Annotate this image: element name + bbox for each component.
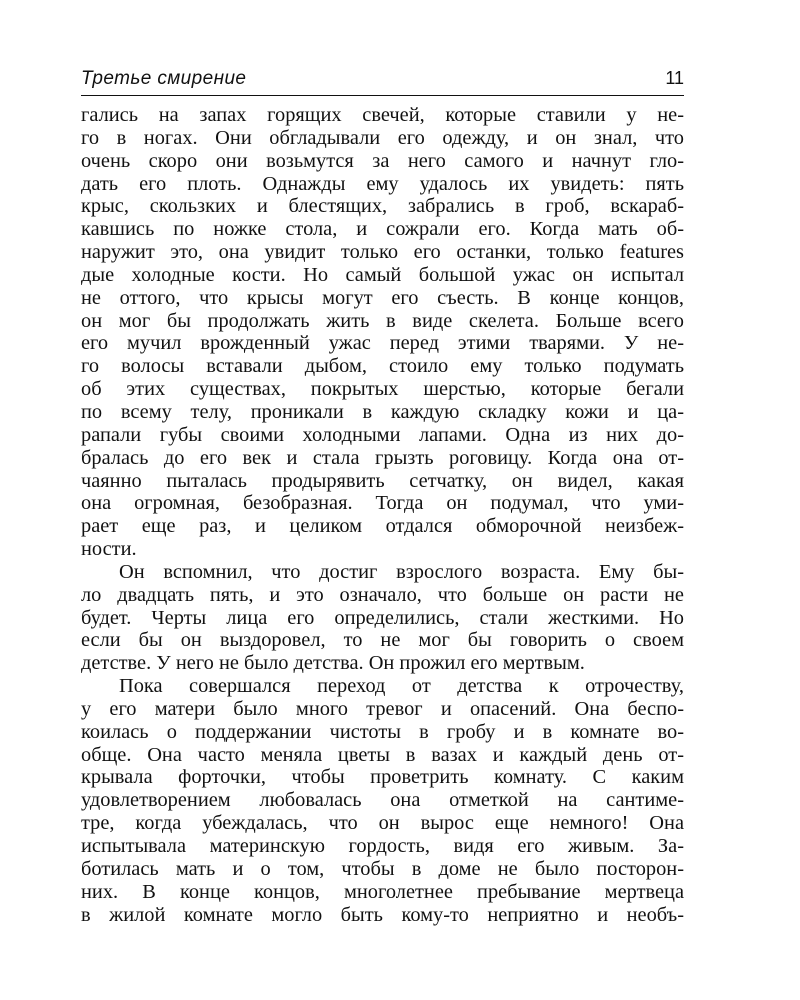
running-header <box>81 68 684 96</box>
text-line: го волосы вставали дыбом, стоило ему только подумать <box>81 355 684 378</box>
text-line: го в ногах. Они обгладывали его одежду, и он знал, что <box>81 126 684 149</box>
text-line: наружит это, она увидит только его останки, только features <box>81 241 684 264</box>
text-line: его мучил врожденный ужас перед этими тварями. У не- <box>81 332 684 355</box>
text-line: ло двадцать пять, и это означало, что больше он расти не <box>81 583 684 606</box>
text-line: будет. Черты лица его определились, стали жесткими. Но <box>81 606 684 629</box>
text-line: чаянно пыталась продырявить сетчатку, он видел, какая <box>81 469 684 492</box>
page-number: 11 <box>665 68 684 88</box>
text-line: если бы он выздоровел, то не мог бы говорить о своем <box>81 629 684 652</box>
text-line: дать его плоть. Однажды ему удалось их увидеть: пять <box>81 172 684 195</box>
text-line: ботилась мать и о том, чтобы в доме не было посторон- <box>81 857 684 880</box>
text-line: испытывала материнскую гордость, видя его живым. За- <box>81 835 684 857</box>
text-line: кавшись по ножке стола, и сожрали его. Когда мать об- <box>81 218 684 241</box>
text-line: Он вспомнил, что достиг взрослого возраста. Ему бы- <box>119 560 684 583</box>
text-line: Пока совершался переход от детства к отрочеству, <box>119 675 684 698</box>
text-line: детстве. У него не было детства. Он прожил его мертвым. <box>81 652 585 675</box>
text-line: ности. <box>81 538 137 561</box>
text-line: об этих существах, покрытых шерстью, которые бегали <box>81 378 684 401</box>
text-line: у его матери было много тревог и опасений. Она беспо- <box>81 697 684 720</box>
text-line: дые холодные кости. Но самый большой ужас он испытал <box>81 263 684 286</box>
chapter-title: Третье смирение <box>81 68 247 89</box>
text-line: он мог бы продолжать жить в виде скелета. Больше всего <box>81 309 684 332</box>
text-line: удовлетворением любовалась она отметкой на сантиме- <box>81 789 684 812</box>
text-line: в жилой комнате могло быть кому-то неприятно и необъ- <box>81 903 684 926</box>
body-text <box>81 104 684 926</box>
text-line: очень скоро они возьмутся за него самого и начнут гло- <box>81 149 684 172</box>
text-line: бралась до его век и стала грызть роговицу. Когда она от- <box>81 446 684 469</box>
text-line: рает еще раз, и целиком отдался обморочной неизбеж- <box>81 515 684 538</box>
text-line: гались на запах горящих свечей, которые ставили у не- <box>81 104 684 126</box>
text-line: не оттого, что крысы могут его съесть. В конце концов, <box>81 286 684 309</box>
text-line: крывала форточки, чтобы проветрить комнату. С каким <box>81 766 684 789</box>
text-line: обще. Она часто меняла цветы в вазах и каждый день от- <box>81 743 684 766</box>
text-line: коилась о поддержании чистоты в гробу и в комнате во- <box>81 720 684 743</box>
text-line: крыс, скользких и блестящих, забрались в гроб, вскараб- <box>81 195 684 218</box>
text-line: по всему телу, проникали в каждую складку кожи и ца- <box>81 400 684 423</box>
text-line: рапали губы своими холодными лапами. Одна из них до- <box>81 423 684 446</box>
text-line: тре, когда убеждалась, что он вырос еще немного! Она <box>81 812 684 835</box>
book-page <box>81 68 684 926</box>
text-line: них. В конце концов, многолетнее пребывание мертвеца <box>81 880 684 903</box>
text-line: она огромная, безобразная. Тогда он подумал, что уми- <box>81 492 684 515</box>
